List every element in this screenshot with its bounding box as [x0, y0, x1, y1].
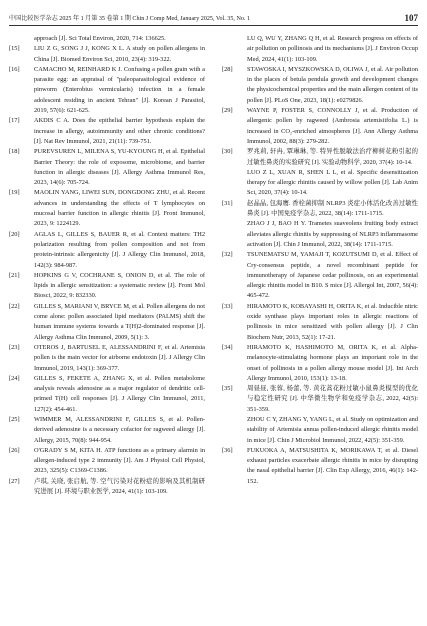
reference-text: GILLES S, MARIANI V, BRYCE M, et al. Pollen allergens do not come alone: pollen associated lipid mediators (PALMS) shift the human immune systems towards a T(H)2-dominated response [J]. Allergy Asthma Clin Immunol, 2009, 5(1): 3.	[34, 302, 205, 341]
reference-text: FUKUOKA A, MATSUSHITA K, MORIKAWA T, et al. Diesel exhaust particles exacerbate allergic rhinitis in mice by disrupting the nasal epithelial barrier [J]. Clin Exp Allergy, 2016, 46(1): 142-152.	[247, 446, 418, 485]
reference-entry	[222, 65, 418, 106]
reference-entry	[9, 302, 205, 343]
reference-list-right	[222, 65, 418, 487]
running-header	[9, 9, 418, 26]
reference-number: [26]	[9, 446, 20, 454]
journal-citation-line: 中国比较医学杂志 2025 年 1 月第 35 卷第 1 期 Chin J Comp Med, January 2025, Vol. 35, No. 1	[9, 16, 250, 22]
reference-text: 赵晶晶, 包海鹰. 香栓菌抑制 NLRP3 炎症小体活化改善过敏性鼻炎 [J]. 中国免疫学杂志, 2022, 38(14): 1711-1715.	[247, 199, 418, 218]
reference-entry	[9, 446, 205, 477]
reference-text: CAMACHO M, REINHARD K J. Confusing a pollen grain with a parasite egg: an appraisal of "paleoparasitological evidence of pinworm (Enterobius vermicularis) infection in a female adolescent residing in ancient Tehran" [J]. Korean J Parasitol, 2019, 57(6): 621-625.	[34, 65, 205, 115]
reference-number: [30]	[222, 148, 233, 156]
reference-entry	[222, 415, 418, 446]
reference-text: 周昼昼, 张蓉, 杨蕾, 等. 黄花蒿花粉过敏小鼠鼻炎模型的优化与稳定性研究 [J]. 中华微生物学和免疫学杂志, 2022, 42(5): 351-359.	[247, 385, 418, 413]
reference-text: LUO Z L, XUAN R, SHEN L L, et al. Specific desensitization therapy for allergic rhinitis caused by willow pollen [J]. Lab Anim Sci, 2020, 37(4): 10-14.	[247, 168, 418, 197]
reference-text: TSUNEMATSU M, YAMAJI T, KOZUTSUMI D, et al. Effect of Cry-consensus peptide, a novel recombinant peptide for immunotherapy of Japanese cedar pollinosis, on an experimental allergic rhinitis model in B10. S mice [J]. Allergol Int, 2007, 56(4): 465-472.	[247, 251, 418, 300]
reference-number: [35]	[222, 385, 233, 393]
reference-entry	[9, 147, 205, 188]
reference-text: 卢琪, 关晓, 张启航, 等. 空气污染对花粉症的影响及其机制研究进展 [J]. 环境与职业医学, 2024, 41(1): 103-109.	[34, 477, 205, 496]
reference-entry	[222, 384, 418, 415]
reference-number: [28]	[222, 65, 233, 73]
reference-number: [23]	[9, 343, 20, 351]
reference-text: GILLES S, FEKETE A, ZHANG X, et al. Pollen metabolome analysis reveals adenosine as a major regulator of dendritic cell-primed T(H) cell responses [J]. J Allergy Clin Immunol, 2011, 127(2): 454-461.	[34, 374, 205, 413]
reference-entry	[9, 374, 205, 415]
reference-text: HIRAMOTO K, KOBAYASHI H, ORITA K, et al. Inducible nitric oxide synthase plays important roles in allergic reactions of pollinosis in mice sensitized with pollen allergy [J]. J Clin Biochem Nutr, 2013, 52(1): 17-21.	[247, 302, 418, 341]
reference-text: O'GRADY S M, KITA H. ATP functions as a primary alarmin in allergen-induced type 2 immunity [J]. Am J Physiol Cell Physiol, 2023, 325(5): C1369-C1386.	[34, 446, 205, 475]
reference-text: WIMMER M, ALESSANDRINI F, GILLES S, et al. Pollen-derived adenosine is a necessary cofactor for ragweed allergy [J]. Allergy, 2015, 70(8): 944-954.	[34, 415, 205, 444]
reference-number: [27]	[9, 477, 20, 485]
reference-number: [24]	[9, 374, 20, 382]
reference-entry	[9, 415, 205, 446]
reference-entry	[9, 44, 205, 65]
reference-continuation: LU Q, WU Y, ZHANG Q H, et al. Research progress on effects of air pollution on pollinosis and its mechanisms [J]. J Environ Occup Med, 2024, 41(1): 103-109.	[247, 35, 418, 63]
reference-entry	[222, 168, 418, 199]
reference-entry	[9, 271, 205, 302]
reference-text: ZHAO J J, BAO H Y. Trametes suaveolens fruiting body extract alleviates allergic rhinitis by suppressing of NLRP3 inflammasome activation [J]. Chin J Immunol, 2022, 38(14): 1711-1715.	[247, 220, 418, 248]
reference-entry	[222, 219, 418, 250]
reference-text: MAOLIN YANG, LIWEI SUN, DONGDONG ZHU, et al. Recent advances in understanding the effects of T lymphocytes on mucosal barrier function in allergic rhinitis [J]. Front Immunol, 2023, 9: 1224129.	[34, 189, 205, 228]
page-number: 107	[404, 13, 418, 23]
reference-text: OTEROS J, BARTUSEL E, ALESSANDRINI F, et al. Artemisia pollen is the main vector for airborne endotoxin [J]. J Allergy Clin Immunol, 2019, 143(1): 369-377.	[34, 343, 205, 372]
reference-entry	[9, 116, 205, 147]
reference-number: [31]	[222, 199, 233, 207]
reference-continuation: approach [J]. Sci Total Environ, 2020, 714: 136625.	[34, 35, 166, 42]
reference-entry	[222, 147, 418, 168]
reference-number: [32]	[222, 251, 233, 259]
reference-entry	[222, 106, 418, 147]
reference-entry	[222, 446, 418, 487]
reference-number: [19]	[9, 189, 20, 197]
reference-number: [17]	[9, 117, 20, 125]
reference-text: AGLAS L, GILLES S, BAUER R, et al. Context matters: TH2 polarization resulting from pollen composition and not from protein-intrinsic allergenicity [J]. J Allergy Clin Immunol, 2018, 142(3): 984-987.	[34, 230, 205, 269]
reference-entry	[9, 188, 205, 229]
reference-number: [22]	[9, 302, 20, 310]
reference-text: ZHOU C Y, ZHANG Y, YANG L, et al. Study on optimization and stability of Artemisia annua pollen-induced allergic rhinitis model in mice [J]. Chin J Microbiol Immunol, 2022, 42(5): 351-359.	[247, 415, 418, 444]
left-column	[9, 34, 205, 497]
reference-list-left	[9, 44, 205, 497]
reference-number: [20]	[9, 230, 20, 238]
reference-text: STAWOSKA I, MYSZKOWSKA D, OLIWA J, et al. Air pollution in the places of betula pendula growth and development changes the physicochemical properties and the main allergen content of its pollen [J]. PLoS One, 2023, 18(1): e0279826.	[247, 65, 418, 104]
reference-number: [16]	[9, 65, 20, 73]
reference-entry	[222, 343, 418, 384]
reference-entry	[9, 230, 205, 271]
reference-entry	[222, 302, 418, 343]
reference-text: HIRAMOTO K, HASHIMOTO M, ORITA K, et al. Alpha-melanocyte-stimulating hormone plays an important role in the onset of pollinosis in a pollen allergy mouse model [J]. Int Arch Allergy Immunol, 2010, 153(1): 13-18.	[247, 343, 418, 382]
reference-entry	[9, 343, 205, 374]
reference-number: [25]	[9, 415, 20, 423]
right-column	[222, 34, 418, 487]
reference-entry	[9, 65, 205, 116]
reference-text: HOPKINS G V, COCHRANE S, ONION D, et al. The role of lipids in allergic sensitization: a systematic review [J]. Front Mol Biosci, 2022, 9: 832330.	[34, 271, 205, 300]
reference-number: [29]	[222, 107, 233, 115]
reference-number: [18]	[9, 148, 20, 156]
reference-entry	[9, 477, 205, 498]
reference-number: [33]	[222, 302, 233, 310]
reference-number: [36]	[222, 446, 233, 454]
reference-number: [21]	[9, 271, 20, 279]
reference-text: LIU Z G, SONG J J, KONG X L. A study on pollen allergens in China [J]. Biomed Environ Sci, 2010, 23(4): 319-322.	[34, 45, 205, 63]
reference-number: [15]	[9, 45, 20, 53]
reference-text: AKDIS C A. Does the epithelial barrier hypothesis explain the increase in allergy, autoimmunity and other chronic conditions? [J]. Nat Rev Immunol, 2021, 21(11): 739-751.	[34, 117, 205, 145]
reference-entry	[222, 250, 418, 301]
reference-text: 罗兆莉, 轩冉, 覃琳琳, 等. 特异性脱敏法治疗柳树花粉引起的过敏性鼻炎的实验研究 [J]. 实验动物科学, 2020, 37(4): 10-14.	[247, 148, 418, 166]
reference-text: PUREVSUREN L, MILENA S, YU-KYOUNG H, et al. Epithelial Barrier Theory: the role of exposome, microbiome, and barrier function in allergic diseases [J]. Allergy Asthma Immunol Res, 2023, 14(6): 705-724.	[34, 148, 205, 187]
reference-number: [34]	[222, 343, 233, 351]
reference-text: WAYNE P, FOSTER S, CONNOLLY J, et al. Production of allergenic pollen by ragweed (Ambrosia artemisiifolia L.) is increased in CO₂-enriched atmospheres [J]. Ann Allergy Asthma Immunol, 2002, 88(3): 279-282.	[247, 107, 418, 145]
reference-entry	[222, 199, 418, 220]
